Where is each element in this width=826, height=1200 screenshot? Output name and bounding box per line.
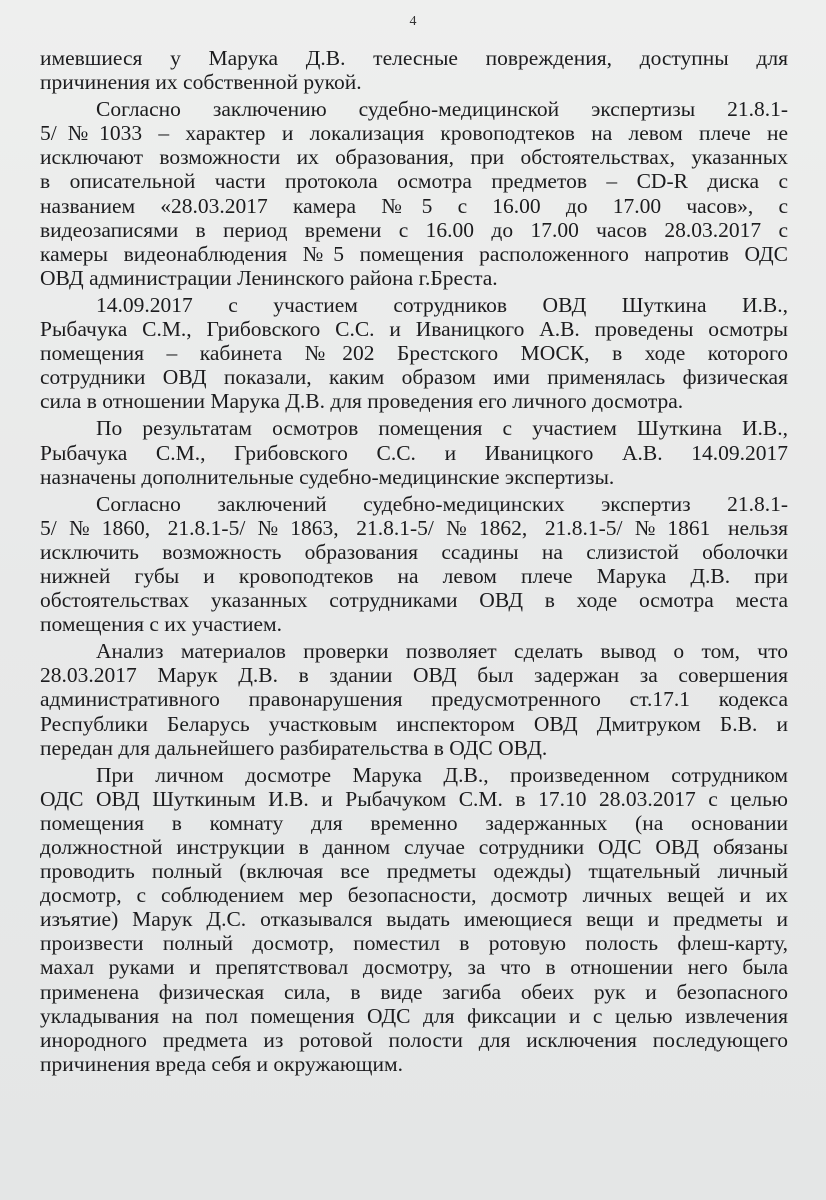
text-line: изъятие) Марук Д.С. отказывался выдать имеющиеся вещи и предметы и [40,907,788,932]
text-line: применена физическая сила, в виде загиба обеих рук и безопасного [40,979,788,1004]
text-line: досмотр, с соблюдением мер безопасности, досмотр личных вещей и их [40,883,788,908]
text-line: 14.09.2017 с участием сотрудников ОВД Шуткина И.В., [96,292,788,317]
text-line: помещения – кабинета №202 Брестского МОСК, в ходе которого [40,341,788,366]
text-line: укладывания на пол помещения ОДС для фиксации и с целью извлечения [40,1003,788,1028]
text-line: причинения их собственной рукой. [40,70,362,95]
text-line: 5/№1033 – характер и локализация кровоподтеков на левом плече не [40,121,788,146]
text-line: ОДС ОВД Шуткиным И.В. и Рыбачуком С.М. в 17.10 28.03.2017 с целью [40,786,788,811]
text-line: назначены дополнительные судебно-медицинские экспертизы. [40,464,615,489]
text-line: 5/№1860, 21.8.1-5/№1863, 21.8.1-5/№1862, 21.8.1-5/№1861 нельзя [40,515,788,540]
page-number: 4 [409,14,417,29]
text-line: обстоятельствах указанных сотрудниками ОВД в ходе осмотра места [40,588,788,613]
text-line: исключить возможность образования ссадины на слизистой оболочки [40,539,788,564]
text-line: сила в отношении Марука Д.В. для проведения его личного досмотра. [40,389,684,414]
text-line: административного правонарушения предусмотренного ст.17.1 кодекса [40,687,788,712]
text-line: помещения в комнату для временно задержанных (на основании [40,810,788,835]
text-line: имевшиеся у Марука Д.В. телесные повреждения, доступны для [40,46,788,70]
text-line: сотрудники ОВД показали, каким образом ими применялась физическая [40,365,788,390]
text-line: проводить полный (включая все предметы одежды) тщательный личный [40,859,788,884]
text-line: нижней губы и кровоподтеков на левом плече Марука Д.В. при [40,563,788,588]
paragraph [40,416,788,488]
text-line: исключают возможности их образования, при обстоятельствах, указанных [40,145,788,170]
text-line: названием «28.03.2017 камера №5 с 16.00 до 17.00 часов», с [40,193,788,218]
paragraph [40,639,788,759]
paragraph [40,46,788,94]
text-line: передан для дальнейшего разбирательства в ОДС ОВД. [40,735,548,760]
text-line: Согласно заключений судебно-медицинских экспертиз 21.8.1- [96,491,788,516]
text-line: Республики Беларусь участковым инспектором ОВД Дмитруком Б.В. и [40,711,788,736]
text-line: помещения с их участием. [40,612,282,637]
text-line: видеозаписями в период времени с 16.00 до 17.00 часов 28.03.2017 с [40,217,788,242]
text-line: произвести полный досмотр, поместил в ротовую полость флеш-карту, [40,931,788,956]
paragraph [40,293,788,413]
text-line: ОВД администрации Ленинского района г.Бреста. [40,265,498,290]
text-line: причинения вреда себя и окружающим. [40,1051,403,1076]
paragraph [40,763,788,1076]
text-line: Анализ материалов проверки позволяет сделать вывод о том, что [96,639,788,664]
text-line: 28.03.2017 Марук Д.В. в здании ОВД был задержан за совершения [40,663,788,688]
text-line: Рыбачука С.М., Грибовского С.С. и Иваницкого А.В. 14.09.2017 [40,440,788,465]
paragraph [40,492,788,637]
paragraph [40,97,788,290]
text-line: инородного предмета из ротовой полости для исключения последующего [40,1027,788,1052]
text-line: должностной инструкции в данном случае сотрудники ОДС ОВД обязаны [40,835,788,859]
text-line: камеры видеонаблюдения №5 помещения расположенного напротив ОДС [40,241,788,266]
text-line: При личном досмотре Марука Д.В., произведенном сотрудником [96,762,788,787]
text-line: в описательной части протокола осмотра предметов – CD-R диска с [40,169,788,194]
text-line: махал руками и препятствовал досмотру, за что в отношении него была [40,955,788,980]
text-line: Согласно заключению судебно-медицинской экспертизы 21.8.1- [96,97,788,122]
text-line: По результатам осмотров помещения с участием Шуткина И.В., [96,416,788,441]
document-body [40,46,788,1079]
text-line: Рыбачука С.М., Грибовского С.С. и Иваницкого А.В. проведены осмотры [40,317,788,342]
